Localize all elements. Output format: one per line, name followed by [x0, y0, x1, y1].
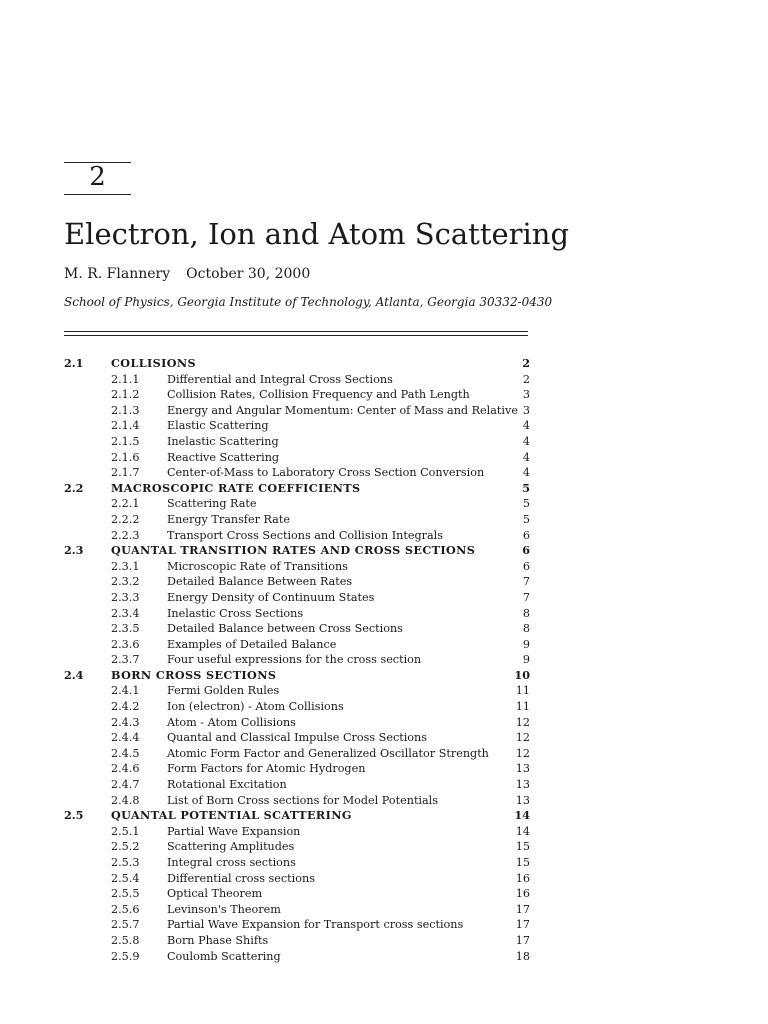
toc-entry-label: List of Born Cross sections for Model Potentials: [167, 793, 439, 807]
toc-entry-number: 2.4.5: [111, 746, 140, 760]
toc-entry-label: QUANTAL TRANSITION RATES AND CROSS SECTIONS: [111, 543, 476, 558]
toc-section-row: [64, 808, 530, 824]
toc-entry-label: QUANTAL POTENTIAL SCATTERING: [111, 808, 352, 823]
toc-subsection-row: [64, 839, 530, 855]
toc-entry-page: 3: [522, 403, 530, 417]
toc-entry-label: Detailed Balance Between Rates: [167, 575, 353, 589]
toc-entry-page: 13: [515, 793, 530, 807]
toc-entry-page: 4: [522, 466, 530, 480]
toc-subsection-row: [64, 855, 530, 871]
toc-entry-label: Energy Density of Continuum States: [167, 590, 375, 604]
toc-entry-number: 2.5.7: [111, 918, 140, 932]
toc-entry-number: 2.5.4: [111, 871, 140, 885]
toc-entry-page: 7: [522, 575, 530, 589]
toc-entry-page: 6: [522, 543, 530, 558]
toc-section-row: [64, 356, 530, 372]
toc-subsection-row: [64, 512, 530, 528]
toc-entry-number: 2.3.1: [111, 559, 140, 573]
toc-subsection-row: [64, 372, 530, 388]
toc-entry-label: Scattering Rate: [167, 497, 257, 511]
toc-entry-number: 2.4.3: [111, 715, 140, 729]
toc-subsection-row: [64, 450, 530, 466]
toc-entry-number: 2.5.1: [111, 824, 140, 838]
toc-subsection-row: [64, 403, 530, 419]
toc-subsection-row: [64, 871, 530, 887]
toc-entry-number: 2.4.6: [111, 762, 140, 776]
toc-entry-page: 6: [522, 528, 530, 542]
toc-subsection-row: [64, 777, 530, 793]
toc-entry-page: 5: [522, 497, 530, 511]
toc-entry-label: Quantal and Classical Impulse Cross Sections: [167, 731, 427, 745]
toc-entry-number: 2.1.2: [111, 388, 140, 402]
toc-entry-page: 12: [515, 731, 530, 745]
toc-entry-page: 18: [515, 949, 530, 963]
toc-entry-page: 2: [522, 356, 530, 370]
toc-entry-label: Reactive Scattering: [167, 450, 280, 464]
toc-entry-label: Four useful expressions for the cross section: [167, 653, 422, 667]
toc-subsection-row: [64, 824, 530, 840]
toc-subsection-row: [64, 387, 530, 403]
chapter-title: Electron, Ion and Atom Scattering: [64, 217, 570, 251]
toc-entry-number: 2.1: [64, 356, 84, 370]
toc-entry-label: Optical Theorem: [167, 887, 263, 901]
publication-date: October 30, 2000: [186, 266, 311, 282]
toc-entry-page: 15: [515, 840, 530, 854]
toc-entry-label: Examples of Detailed Balance: [167, 637, 337, 651]
toc-entry-page: 11: [515, 700, 530, 714]
toc-entry-number: 2.3.5: [111, 622, 140, 636]
toc-entry-page: 14: [515, 824, 530, 838]
toc-entry-page: 16: [515, 871, 530, 885]
toc-entry-label: Partial Wave Expansion: [167, 824, 301, 838]
toc-entry-number: 2.2.1: [111, 497, 140, 511]
toc-entry-page: 8: [522, 606, 530, 620]
toc-entry-label: Born Phase Shifts: [167, 933, 269, 947]
toc-entry-number: 2.4.1: [111, 684, 140, 698]
toc-entry-label: Coulomb Scattering: [167, 949, 281, 963]
toc-entry-page: 8: [522, 622, 530, 636]
toc-section-row: [64, 481, 530, 497]
toc-entry-page: 5: [522, 512, 530, 526]
toc-entry-label: Atom - Atom Collisions: [167, 715, 296, 729]
toc-entry-page: 9: [522, 653, 530, 667]
toc-entry-label: Collision Rates, Collision Frequency and Path Length: [167, 388, 470, 402]
toc-entry-page: 2: [522, 372, 530, 386]
toc-entry-number: 2.5.8: [111, 933, 140, 947]
toc-entry-number: 2.1.4: [111, 419, 140, 433]
toc-entry-label: Differential cross sections: [167, 871, 315, 885]
toc-entry-number: 2.3.3: [111, 590, 140, 604]
toc-entry-page: 13: [515, 762, 530, 776]
toc-entry-number: 2.5.6: [111, 902, 140, 916]
toc-entry-number: 2.4: [64, 667, 84, 682]
toc-entry-label: Fermi Golden Rules: [167, 684, 280, 698]
toc-entry-label: Ion (electron) - Atom Collisions: [167, 700, 344, 714]
toc-entry-label: COLLISIONS: [111, 356, 196, 370]
toc-entry-number: 2.5.2: [111, 840, 140, 854]
toc-entry-number: 2.3: [64, 543, 84, 558]
toc-subsection-row: [64, 761, 530, 777]
toc-subsection-row: [64, 793, 530, 809]
toc-subsection-row: [64, 606, 530, 622]
toc-subsection-row: [64, 652, 530, 668]
toc-entry-number: 2.4.2: [111, 700, 140, 714]
toc-entry-page: 5: [522, 480, 530, 495]
chapter-rule-bottom: [64, 194, 131, 195]
chapter-number: 2: [89, 162, 106, 192]
toc-entry-page: 13: [515, 778, 530, 792]
toc-entry-page: 16: [515, 887, 530, 901]
toc-entry-number: 2.4.4: [111, 731, 140, 745]
toc-entry-number: 2.4.7: [111, 778, 140, 792]
toc-entry-number: 2.3.6: [111, 637, 140, 651]
toc-entry-number: 2.1.5: [111, 434, 140, 448]
toc-subsection-row: [64, 465, 530, 481]
toc-entry-page: 6: [522, 559, 530, 573]
toc-subsection-row: [64, 621, 530, 637]
toc-subsection-row: [64, 746, 530, 762]
toc-entry-label: Energy and Angular Momentum: Center of Mass and Relative: [167, 403, 518, 417]
toc-entry-page: 9: [522, 637, 530, 651]
toc-entry-label: Differential and Integral Cross Sections: [167, 372, 393, 386]
author-name: M. R. Flannery: [64, 266, 171, 282]
toc-entry-page: 14: [514, 808, 530, 823]
toc-entry-page: 15: [515, 856, 530, 869]
toc-subsection-row: [64, 434, 530, 450]
toc-subsection-row: [64, 699, 530, 715]
toc-subsection-row: [64, 559, 530, 575]
toc-entry-number: 2.2: [64, 480, 84, 495]
toc-entry-label: Form Factors for Atomic Hydrogen: [167, 762, 366, 776]
toc-entry-page: 11: [515, 684, 530, 698]
toc-entry-page: 12: [515, 715, 530, 729]
toc-entry-page: 12: [515, 746, 530, 760]
toc-entry-number: 2.1.1: [111, 372, 140, 386]
author-line: [64, 264, 310, 284]
toc-entry-number: 2.5.5: [111, 887, 140, 901]
toc-entry-page: 17: [515, 918, 530, 932]
toc-entry-number: 2.1.3: [111, 403, 140, 417]
toc-entry-label: Energy Transfer Rate: [167, 512, 290, 526]
toc-subsection-row: [64, 496, 530, 512]
toc-entry-label: Integral cross sections: [167, 856, 296, 869]
table-of-contents: [64, 356, 530, 964]
toc-subsection-row: [64, 730, 530, 746]
toc-subsection-row: [64, 933, 530, 949]
toc-entry-label: Scattering Amplitudes: [167, 840, 295, 854]
toc-entry-page: 3: [522, 388, 530, 402]
toc-entry-label: MACROSCOPIC RATE COEFFICIENTS: [111, 480, 361, 495]
toc-entry-number: 2.3.7: [111, 653, 140, 667]
toc-subsection-row: [64, 683, 530, 699]
toc-entry-page: 4: [522, 434, 530, 448]
toc-entry-number: 2.3.4: [111, 606, 140, 620]
toc-entry-page: 4: [522, 419, 530, 433]
toc-subsection-row: [64, 574, 530, 590]
toc-entry-label: Microscopic Rate of Transitions: [167, 559, 348, 573]
toc-entry-number: 2.4.8: [111, 793, 140, 807]
toc-subsection-row: [64, 886, 530, 902]
toc-subsection-row: [64, 637, 530, 653]
toc-entry-number: 2.5.9: [111, 949, 140, 963]
toc-entry-label: Levinson's Theorem: [167, 902, 281, 916]
toc-subsection-row: [64, 528, 530, 544]
toc-entry-label: Inelastic Cross Sections: [167, 606, 304, 620]
toc-entry-number: 2.1.6: [111, 450, 140, 464]
toc-entry-label: Inelastic Scattering: [167, 434, 279, 448]
toc-entry-label: Transport Cross Sections and Collision Integrals: [167, 528, 443, 542]
toc-rule-bottom: [64, 335, 528, 336]
toc-entry-number: 2.2.3: [111, 528, 140, 542]
toc-subsection-row: [64, 590, 530, 606]
toc-entry-number: 2.5: [64, 808, 84, 823]
toc-section-row: [64, 668, 530, 684]
toc-entry-label: Elastic Scattering: [167, 419, 269, 433]
toc-entry-label: Center-of-Mass to Laboratory Cross Section Conversion: [167, 466, 485, 480]
toc-entry-label: Rotational Excitation: [167, 778, 287, 792]
toc-entry-label: Atomic Form Factor and Generalized Oscillator Strength: [167, 746, 489, 760]
toc-entry-label: Partial Wave Expansion for Transport cross sections: [167, 918, 464, 932]
toc-entry-page: 17: [515, 902, 530, 916]
toc-entry-number: 2.3.2: [111, 575, 140, 589]
toc-entry-label: Detailed Balance between Cross Sections: [167, 622, 403, 636]
toc-subsection-row: [64, 418, 530, 434]
toc-rule-top: [64, 331, 528, 332]
toc-subsection-row: [64, 949, 530, 965]
toc-entry-page: 17: [515, 933, 530, 947]
toc-subsection-row: [64, 917, 530, 933]
toc-entry-number: 2.5.3: [111, 856, 140, 869]
toc-entry-label: BORN CROSS SECTIONS: [111, 667, 277, 682]
toc-entry-page: 10: [514, 667, 530, 682]
toc-entry-number: 2.1.7: [111, 466, 140, 480]
toc-subsection-row: [64, 902, 530, 918]
toc-subsection-row: [64, 715, 530, 731]
affiliation: School of Physics, Georgia Institute of Technology, Atlanta, Georgia 30332-0430: [64, 295, 553, 309]
toc-entry-number: 2.2.2: [111, 512, 140, 526]
toc-entry-page: 7: [522, 590, 530, 604]
toc-entry-page: 4: [522, 450, 530, 464]
toc-section-row: [64, 543, 530, 559]
